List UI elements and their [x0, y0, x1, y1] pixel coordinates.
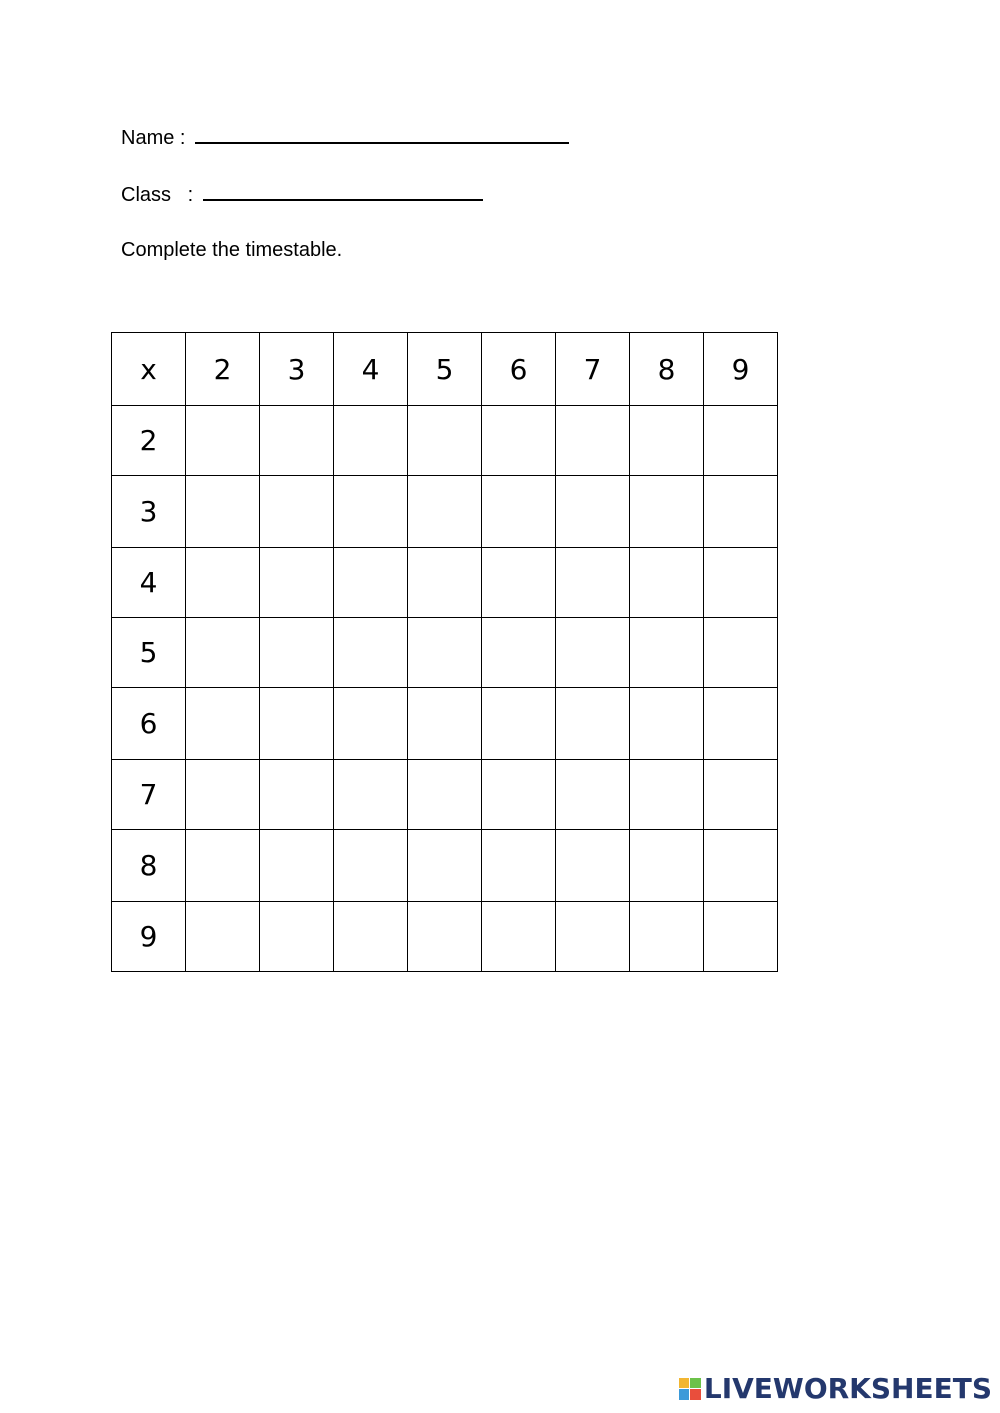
table-row: [112, 760, 778, 830]
answer-cell[interactable]: [482, 688, 556, 760]
answer-cell[interactable]: [482, 760, 556, 830]
row-header: 7: [112, 760, 186, 830]
answer-cell[interactable]: [556, 830, 630, 902]
answer-cell[interactable]: [260, 688, 334, 760]
answer-cell[interactable]: [334, 476, 408, 548]
liveworksheets-logo: [679, 1372, 992, 1405]
column-header: 5: [408, 333, 482, 406]
column-header: 3: [260, 333, 334, 406]
row-header: 4: [112, 548, 186, 618]
column-header: 6: [482, 333, 556, 406]
answer-cell[interactable]: [630, 830, 704, 902]
answer-cell[interactable]: [630, 688, 704, 760]
answer-cell[interactable]: [334, 618, 408, 688]
answer-cell[interactable]: [186, 618, 260, 688]
answer-cell[interactable]: [334, 760, 408, 830]
answer-cell[interactable]: [260, 830, 334, 902]
table-row: [112, 476, 778, 548]
row-header: 2: [112, 406, 186, 476]
row-header: 8: [112, 830, 186, 902]
answer-cell[interactable]: [408, 760, 482, 830]
corner-cell: x: [112, 333, 186, 406]
answer-cell[interactable]: [482, 406, 556, 476]
table-row: [112, 688, 778, 760]
answer-cell[interactable]: [186, 830, 260, 902]
answer-cell[interactable]: [630, 406, 704, 476]
name-label: Name :: [121, 127, 192, 149]
answer-cell[interactable]: [556, 688, 630, 760]
column-header: 2: [186, 333, 260, 406]
answer-cell[interactable]: [630, 548, 704, 618]
answer-cell[interactable]: [704, 618, 778, 688]
answer-cell[interactable]: [408, 476, 482, 548]
answer-cell[interactable]: [260, 476, 334, 548]
answer-cell[interactable]: [556, 548, 630, 618]
answer-cell[interactable]: [556, 760, 630, 830]
answer-cell[interactable]: [704, 760, 778, 830]
table-row: [112, 902, 778, 972]
answer-cell[interactable]: [482, 902, 556, 972]
answer-cell[interactable]: [704, 476, 778, 548]
answer-cell[interactable]: [408, 688, 482, 760]
answer-cell[interactable]: [704, 830, 778, 902]
name-blank-line[interactable]: [195, 124, 569, 144]
answer-cell[interactable]: [482, 476, 556, 548]
answer-cell[interactable]: [334, 688, 408, 760]
logo-text: LIVEWORKSHEETS: [703, 1372, 992, 1405]
column-header: 4: [334, 333, 408, 406]
column-header: 7: [556, 333, 630, 406]
answer-cell[interactable]: [630, 902, 704, 972]
answer-cell[interactable]: [408, 830, 482, 902]
class-blank-line[interactable]: [203, 181, 483, 201]
answer-cell[interactable]: [186, 476, 260, 548]
answer-cell[interactable]: [630, 760, 704, 830]
class-field-row: [121, 181, 483, 207]
answer-cell[interactable]: [260, 548, 334, 618]
row-header: 9: [112, 902, 186, 972]
answer-cell[interactable]: [186, 406, 260, 476]
table-row: [112, 618, 778, 688]
table-row: [112, 406, 778, 476]
answer-cell[interactable]: [704, 688, 778, 760]
answer-cell[interactable]: [704, 406, 778, 476]
answer-cell[interactable]: [186, 760, 260, 830]
answer-cell[interactable]: [556, 618, 630, 688]
instruction-text: Complete the timestable.: [121, 239, 343, 261]
row-header: 3: [112, 476, 186, 548]
answer-cell[interactable]: [408, 902, 482, 972]
column-header: 8: [630, 333, 704, 406]
logo-icon: [679, 1378, 701, 1400]
answer-cell[interactable]: [556, 902, 630, 972]
answer-cell[interactable]: [704, 902, 778, 972]
answer-cell[interactable]: [556, 476, 630, 548]
answer-cell[interactable]: [260, 618, 334, 688]
answer-cell[interactable]: [482, 618, 556, 688]
answer-cell[interactable]: [556, 406, 630, 476]
answer-cell[interactable]: [408, 406, 482, 476]
answer-cell[interactable]: [334, 902, 408, 972]
answer-cell[interactable]: [260, 406, 334, 476]
answer-cell[interactable]: [704, 548, 778, 618]
row-header: 5: [112, 618, 186, 688]
answer-cell[interactable]: [334, 830, 408, 902]
row-header: 6: [112, 688, 186, 760]
answer-cell[interactable]: [408, 618, 482, 688]
answer-cell[interactable]: [186, 548, 260, 618]
answer-cell[interactable]: [334, 406, 408, 476]
answer-cell[interactable]: [630, 476, 704, 548]
name-field-row: [121, 124, 569, 150]
answer-cell[interactable]: [630, 618, 704, 688]
answer-cell[interactable]: [186, 902, 260, 972]
table-row: [112, 830, 778, 902]
times-table: [111, 332, 778, 972]
answer-cell[interactable]: [260, 760, 334, 830]
answer-cell[interactable]: [408, 548, 482, 618]
answer-cell[interactable]: [482, 548, 556, 618]
answer-cell[interactable]: [334, 548, 408, 618]
answer-cell[interactable]: [482, 830, 556, 902]
table-header-row: [112, 333, 778, 406]
table-row: [112, 548, 778, 618]
answer-cell[interactable]: [260, 902, 334, 972]
class-label: Class :: [121, 184, 199, 206]
column-header: 9: [704, 333, 778, 406]
answer-cell[interactable]: [186, 688, 260, 760]
